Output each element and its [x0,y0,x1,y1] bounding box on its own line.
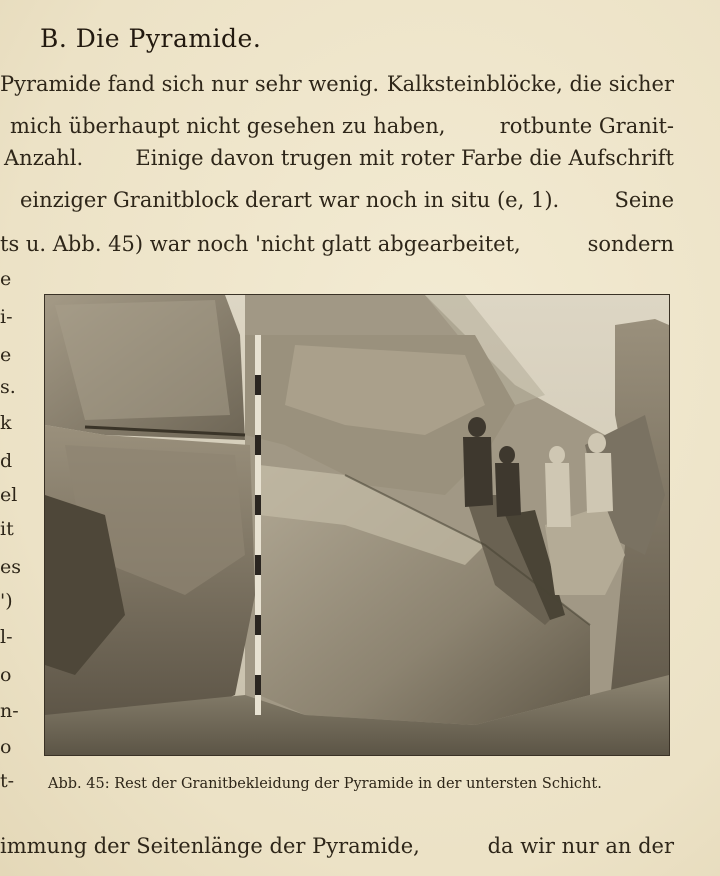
margin-fragment: ') [0,590,13,612]
body-line-4-b: Seine [614,188,674,212]
margin-fragment: d [0,450,13,472]
body-line-3-a: Anzahl. [4,146,84,170]
margin-fragment: k [0,412,12,434]
margin-fragment: o [0,664,12,686]
body-line-5-a: ts u. Abb. 45) war noch 'nicht glatt abgearbeitet, [0,232,521,256]
body-line-4-a: einziger Granitblock derart war noch in situ (e, 1). [20,188,560,212]
body-line-5 [0,232,674,256]
body-line-bottom-a: immung der Seitenlänge der Pyramide, [0,834,420,858]
body-line-1-a: Pyramide fand sich nur sehr wenig. [0,72,380,96]
body-line-2 [0,114,674,138]
margin-fragment: e [0,268,12,290]
margin-fragment: e [0,344,12,366]
body-line-5-b: sondern [587,232,674,256]
body-line-1-b: Kalksteinblöcke, die sicher [386,72,674,96]
pyramid-photograph [44,294,670,756]
margin-fragment: i- [0,306,13,328]
margin-fragment: n- [0,700,19,722]
margin-fragment: l- [0,626,13,648]
body-line-bottom [0,834,674,858]
body-line-3-b: Einige davon trugen mit roter Farbe die Aufschrift [135,146,674,170]
margin-fragment: it [0,518,14,540]
margin-fragment: o [0,736,12,758]
body-line-2-b: rotbunte Granit- [499,114,674,138]
body-line-4 [0,188,674,212]
body-line-1 [0,72,674,96]
margin-fragment: el [0,484,18,506]
figure-caption: Abb. 45: Rest der Granitbekleidung der Pyramide in der untersten Schicht. [48,776,602,792]
section-heading: B. Die Pyramide. [40,24,262,53]
margin-fragment: es [0,556,21,578]
body-line-3 [0,146,674,170]
body-line-2-a: mich überhaupt nicht gesehen zu haben, [10,114,446,138]
margin-fragment: t- [0,770,15,792]
photo-illustration [45,295,669,755]
body-line-bottom-b: da wir nur an der [487,834,674,858]
margin-fragment: s. [0,376,16,398]
